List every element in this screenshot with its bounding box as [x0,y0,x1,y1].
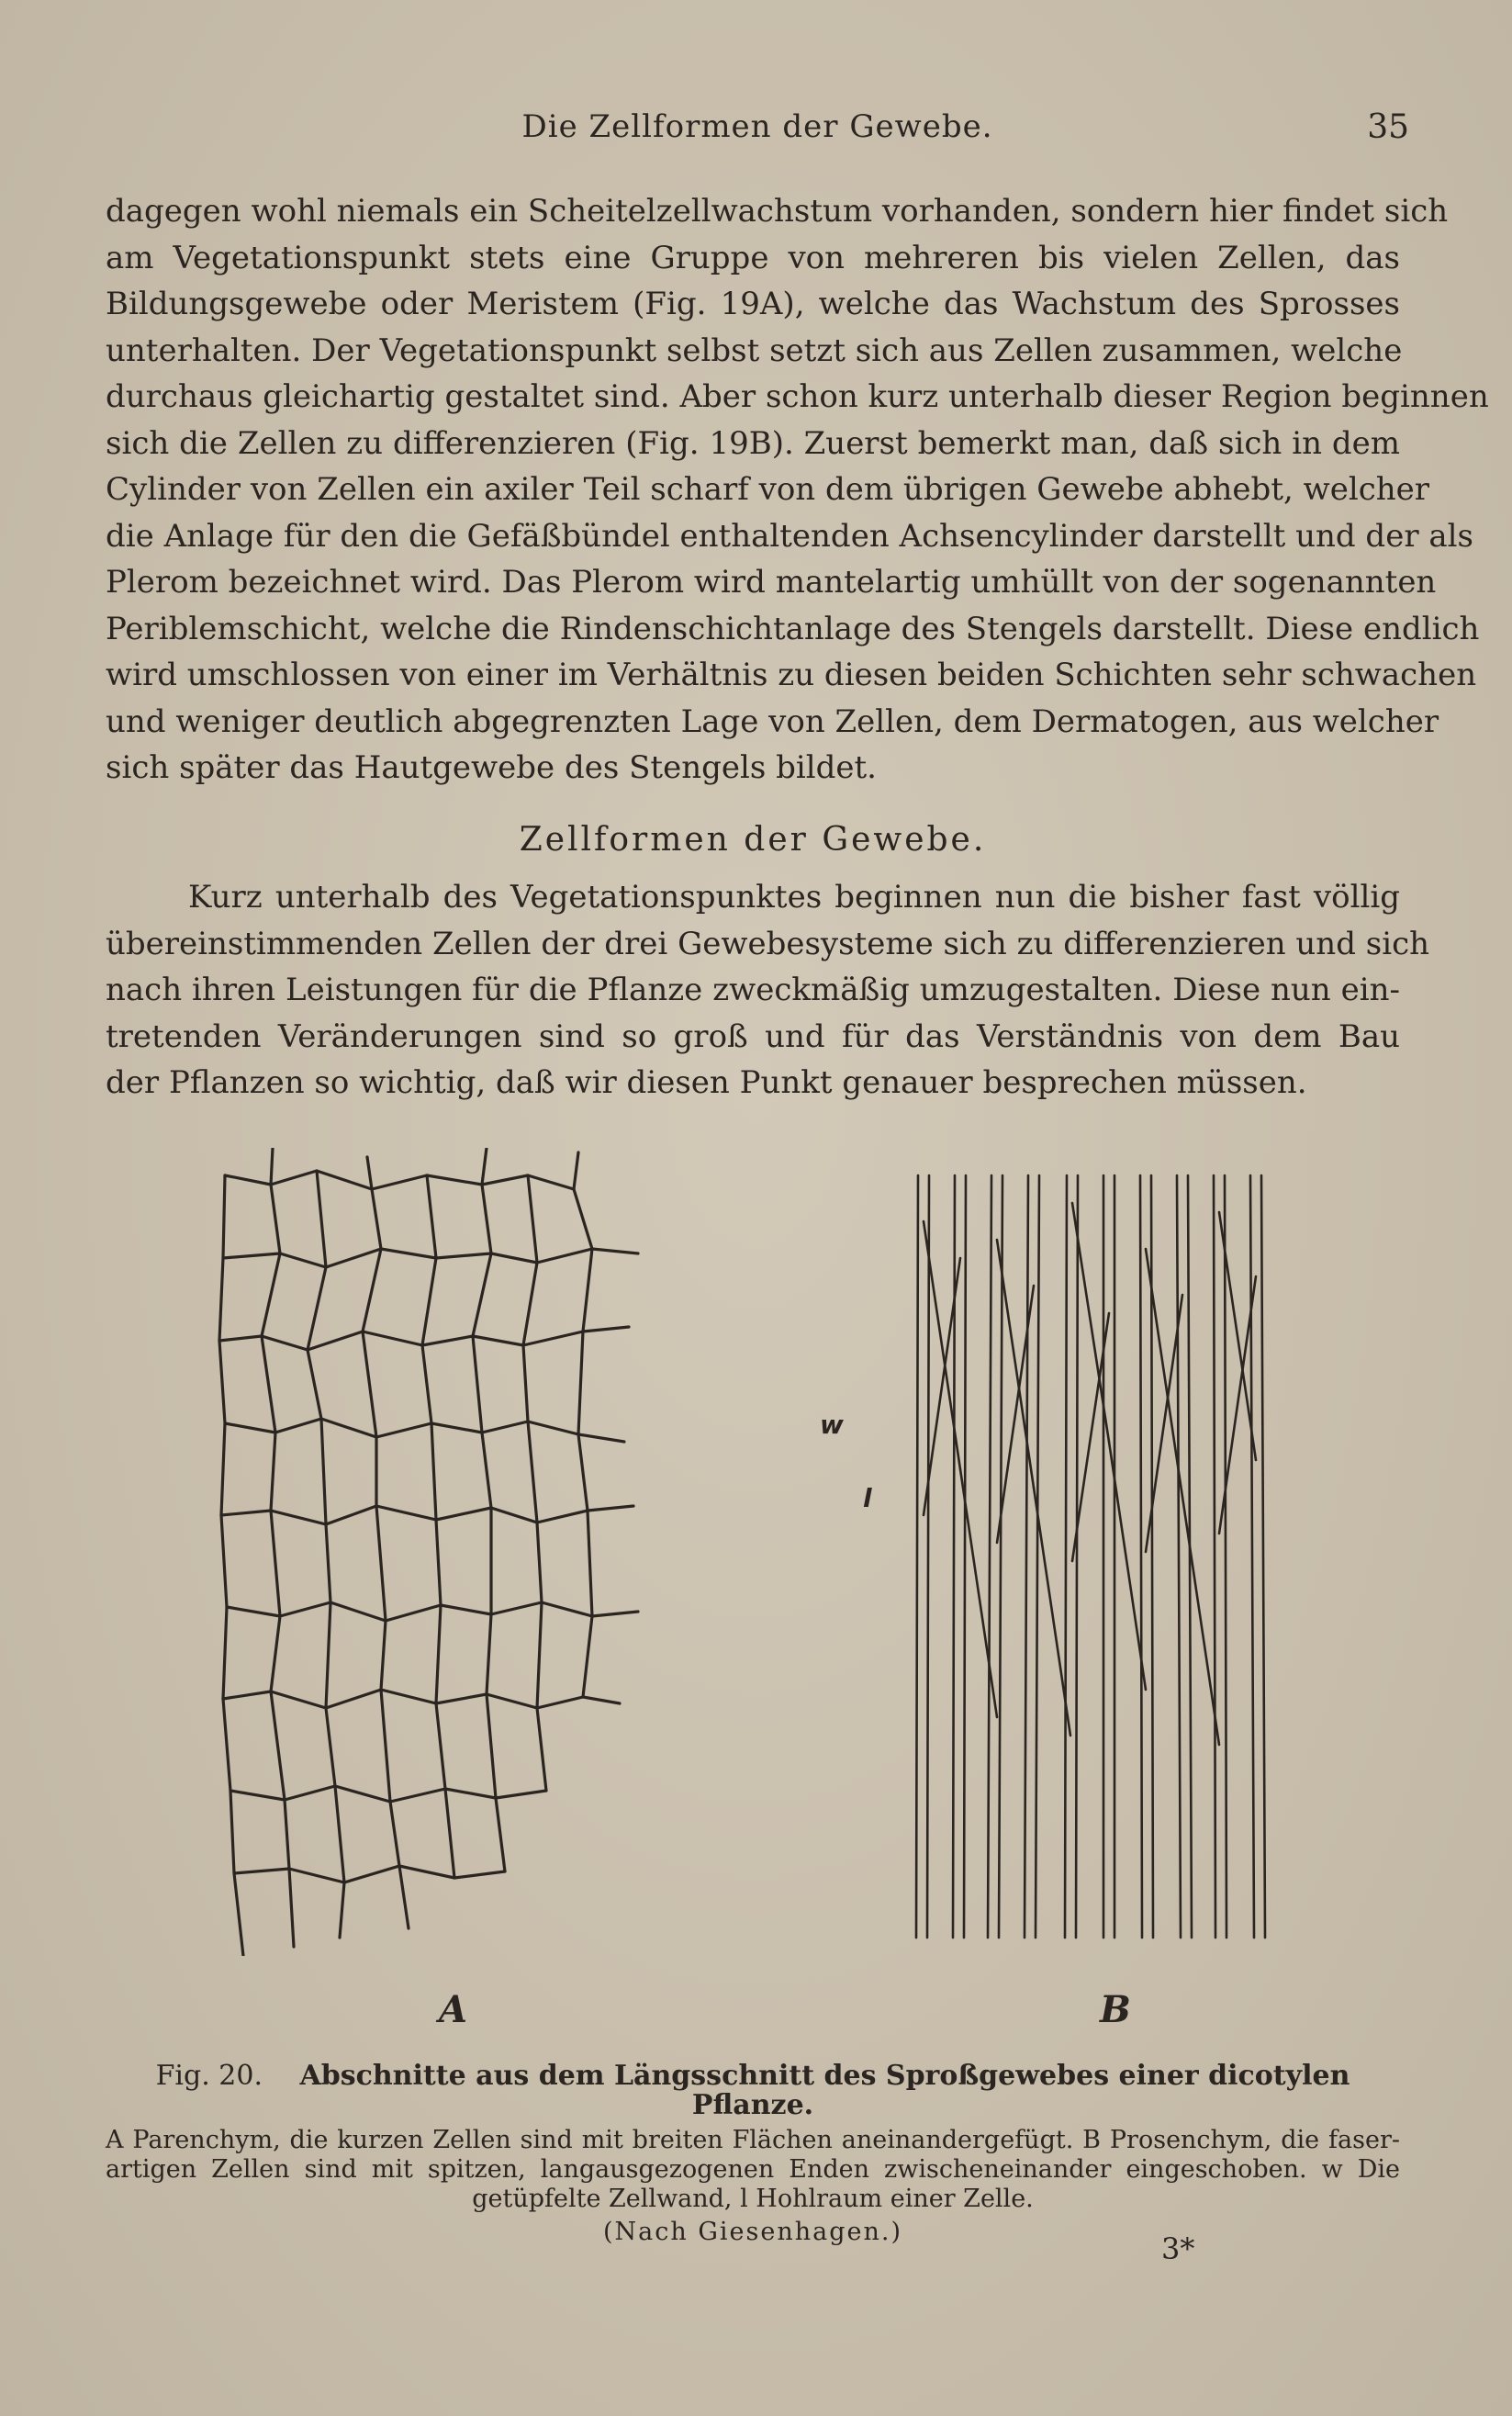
text-line: durchaus gleichartig gestaltet sind. Aber schon kurz unterhalb dieser Region beginnen [106,378,1489,415]
text-line: übereinstimmenden Zellen der drei Gewebesysteme sich zu differenzieren und sich [106,925,1430,962]
text-line: am Vegetationspunkt stets eine Gruppe von mehreren bis vielen Zellen, das [106,239,1400,276]
paragraph-1 [106,188,1489,792]
text-line: Bildungsgewebe oder Meristem (Fig. 19A), welche das Wachstum des Sprosses [106,286,1400,322]
figure-20 [0,1148,1512,2039]
prosenchyma-illustration [808,1166,1322,1956]
text-line: Periblemschicht, welche die Rindenschichtanlage des Stengels darstellt. Diese endlich [106,610,1480,647]
text-line: der Pflanzen so wichtig, daß wir diesen Punkt genauer besprechen müssen. [106,1064,1307,1101]
text-line: sich später das Hautgewebe des Stengels bildet. [106,749,877,786]
text-line: sich die Zellen zu differenzieren (Fig. 19B). Zuerst bemerkt man, daß sich in dem [106,424,1400,462]
panel-label-b: B [1100,1988,1131,2031]
annotation-l: l [863,1483,872,1513]
running-head [106,108,1409,154]
section-heading: Zellformen der Gewebe. [519,820,987,859]
caption-label: Fig. 20. [155,2060,263,2092]
text-line: tretenden Veränderungen sind so groß und für das Verständnis von dem Bau [106,1017,1400,1055]
text-line: Plerom bezeichnet wird. Das Plerom wird mantelartig umhüllt von der sogenannten [106,564,1437,601]
text-line: Cylinder von Zellen ein axiler Teil scharf von dem übrigen Gewebe abhebt, welcher [106,471,1430,508]
text-line: und weniger deutlich abgegrenzten Lage von Zellen, dem Dermatogen, aus welcher [106,702,1439,740]
fiber-group [916,1175,1265,1938]
signature-mark: 3* [1161,2231,1195,2266]
text-line: nach ihren Leistungen für die Pflanze zweckmäßig umzugestalten. Diese nun ein- [106,972,1400,1008]
text-line: die Anlage für den die Gefäßbündel enthaltenden Achsencylinder darstellt und der als [106,517,1473,555]
page-number: 35 [1367,108,1409,146]
caption-body: A Parenchym, die kurzen Zellen sind mit breiten Flächen aneinandergefügt. B Prosenchym, die faser- artigen Zellen sind mit spitzen, langausgezogenen Enden zwischeneinander eingeschoben. w Die getüpfelte Zellwand, l Hohlraum einer Zelle. [106,2126,1400,2213]
text-line: dagegen wohl niemals ein Scheitelzellwachstum vorhanden, sondern hier findet sich [106,193,1449,230]
annotation-w: w [820,1410,844,1440]
panel-label-a: A [439,1988,468,2031]
text-line: Kurz unterhalb des Vegetationspunktes beginnen nun die bisher fast völlig [188,879,1400,916]
text-line: wird umschlossen von einer im Verhältnis zu diesen beiden Schichten sehr schwachen [106,657,1477,693]
body-text [106,188,1489,1107]
running-title: Die Zellformen der Gewebe. [521,108,993,145]
caption-title [106,2062,1400,2120]
paragraph-2 [106,874,1430,1107]
parenchyma-illustration [207,1148,684,1956]
text-line: unterhalten. Der Vegetationspunkt selbst setzt sich aus Zellen zusammen, welche [106,331,1403,369]
caption-credit: (Nach Giesenhagen.) [602,2218,902,2246]
caption-title-text: Abschnitte aus dem Längsschnitt des Sproßgewebes einer dicotylen Pflanze. [299,2060,1350,2121]
figure-caption [106,2062,1400,2247]
